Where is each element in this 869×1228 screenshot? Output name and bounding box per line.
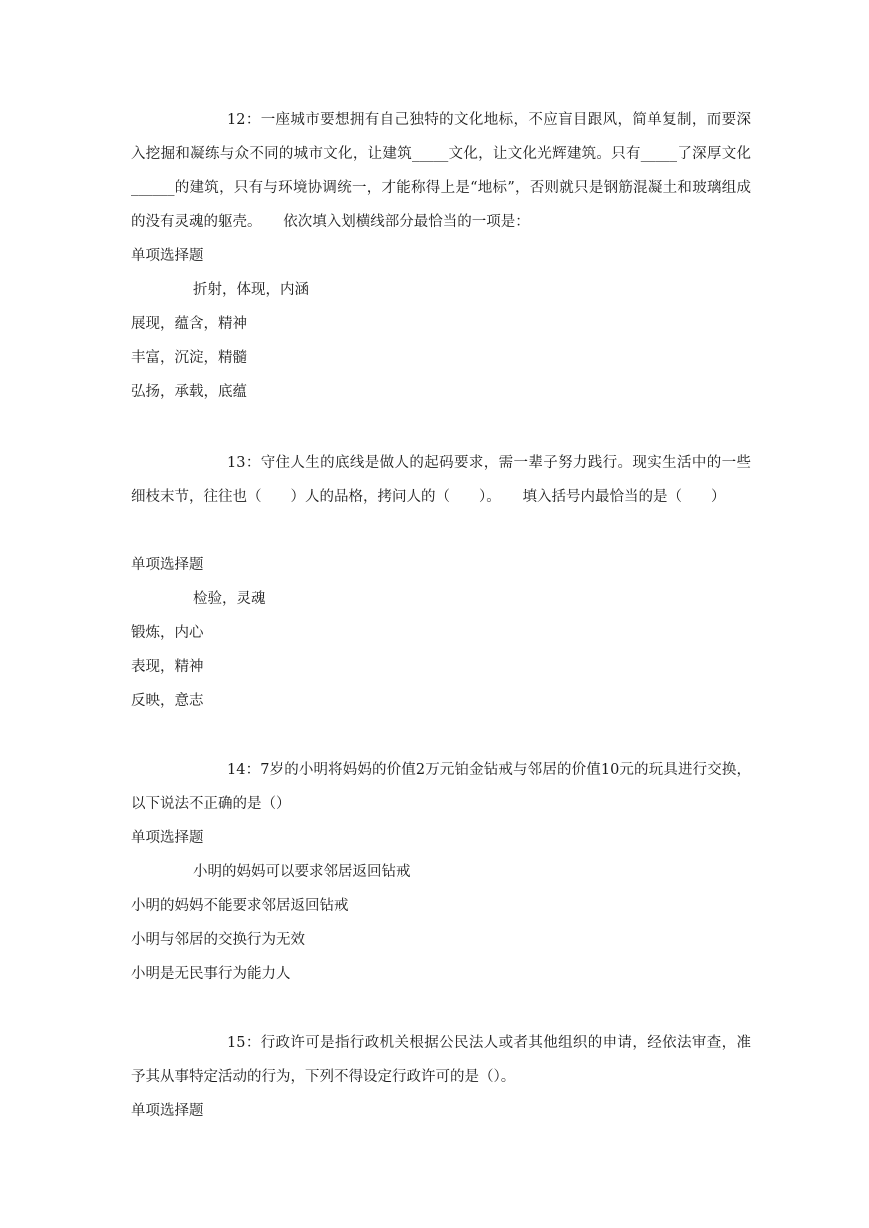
question-text: 15：行政许可是指行政机关根据公民法人或者其他组织的申请，经依法审查，准予其从事特定活动的行为，下列不得设定行政许可的是（）。 [131, 1035, 751, 1085]
option-a[interactable]: 检验，灵魂 [193, 591, 266, 607]
option-a[interactable]: 折射，体现，内涵 [193, 282, 309, 298]
blank-spacer [131, 514, 751, 548]
question-type-label: 单项选择题 [131, 830, 204, 846]
option-c[interactable]: 丰富，沉淀，精髓 [131, 350, 247, 366]
question-text: 13：守住人生的底线是做人的起码要求，需一辈子努力践行。现实生活中的一些细枝末节，往往也（ ）人的品格，拷问人的（ ）。 填入括号内最恰当的是（ ） [131, 455, 751, 505]
question-type-label: 单项选择题 [131, 1103, 204, 1119]
question-text: 12：一座城市要想拥有自己独特的文化地标，不应盲目跟风，简单复制，而要深入挖掘和凝练与众不同的城市文化，让建筑_____文化，让文化光辉建筑。只有_____了深厚文化______的建筑，只有与环境协调统一，才能称得上是“地标”，否则就只是钢筋混凝土和玻璃组成的没有灵魂的躯壳。 依次填入划横线部分最恰当的一项是： [131, 112, 751, 230]
question-12 [131, 103, 751, 409]
question-text: 14：7岁的小明将妈妈的价值2万元铂金钻戒与邻居的价值10元的玩具进行交换，以下说法不正确的是（） [131, 762, 751, 812]
option-d[interactable]: 弘扬，承载，底蕴 [131, 384, 247, 400]
question-type-label: 单项选择题 [131, 557, 204, 573]
question-type-label: 单项选择题 [131, 248, 204, 264]
question-14 [131, 753, 751, 991]
option-d[interactable]: 小明是无民事行为能力人 [131, 966, 291, 982]
option-c[interactable]: 小明与邻居的交换行为无效 [131, 932, 305, 948]
question-15 [131, 1026, 751, 1128]
option-c[interactable]: 表现，精神 [131, 659, 204, 675]
option-a[interactable]: 小明的妈妈可以要求邻居返回钻戒 [193, 864, 411, 880]
option-d[interactable]: 反映，意志 [131, 693, 204, 709]
question-13 [131, 446, 751, 718]
option-b[interactable]: 小明的妈妈不能要求邻居返回钻戒 [131, 898, 349, 914]
option-b[interactable]: 锻炼，内心 [131, 625, 204, 641]
option-b[interactable]: 展现，蕴含，精神 [131, 316, 247, 332]
